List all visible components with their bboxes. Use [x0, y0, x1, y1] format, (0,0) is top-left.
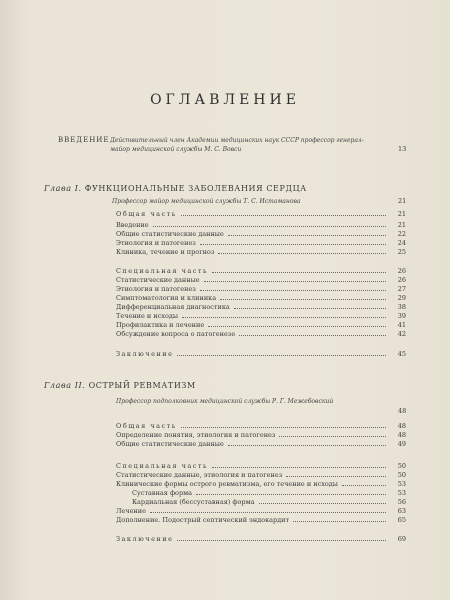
toc-entry [0, 350, 450, 359]
toc-entry-page: 50 [397, 471, 406, 479]
toc-leader-dots [150, 512, 386, 513]
toc-leader-dots [200, 244, 386, 245]
toc-entry-page: 25 [397, 248, 406, 256]
toc-entry [0, 440, 450, 449]
toc-leader-dots [220, 299, 386, 300]
toc-entry [0, 507, 450, 516]
toc-entry [0, 239, 450, 248]
toc-entry-title: Течение и исходы [116, 312, 179, 320]
toc-entry-title: Этиология и патогенез [116, 239, 196, 247]
toc-entry [0, 431, 450, 440]
toc-leader-dots [182, 317, 386, 318]
toc-leader-dots [293, 521, 386, 522]
toc-leader-dots [218, 253, 386, 254]
toc-entry-title: Заключение [116, 350, 174, 358]
chapter-2-label: Глава II. [44, 381, 86, 390]
toc-entry-title: Специальная часть [116, 462, 209, 470]
toc-entry-page: 53 [397, 489, 406, 497]
toc-entry-title: Обсуждение вопроса о патогенезе [116, 330, 236, 338]
toc-leader-dots [279, 436, 386, 437]
toc-entry-title: Общие статистические данные [116, 440, 224, 448]
toc-entry [0, 489, 450, 498]
toc-entry [0, 276, 450, 285]
toc-entry-page: 29 [397, 294, 406, 302]
intro-author: Действительный член Академии медицинских наук СССР профессор генерал-майор медицинской службы М. С. Вовси [110, 137, 364, 153]
toc-entry-title: Статистические данные, этиология и патогенез [116, 471, 283, 479]
toc-entry-page: 53 [397, 480, 406, 488]
toc-entry [0, 321, 450, 330]
chapter-1-author: Профессор майор медицинской службы Т. С. Истаманова [112, 198, 301, 205]
toc-entry [0, 498, 450, 507]
toc-leader-dots [208, 326, 386, 327]
toc-leader-dots [212, 467, 386, 468]
toc-entry-title: Дополнение. Подострый септический эндокардит [116, 516, 290, 524]
toc-entry-title: Клиника, течение и прогноз [116, 248, 215, 256]
chapter-1-author-page: 21 [398, 197, 407, 205]
toc-leader-dots [181, 427, 386, 428]
toc-entry [0, 480, 450, 489]
chapter-2-author-page: 48 [398, 407, 407, 415]
toc-entry-page: 22 [397, 230, 406, 238]
toc-leader-dots [181, 215, 386, 216]
toc-entry-page: 48 [397, 431, 406, 439]
toc-entry-page: 69 [397, 535, 406, 543]
page-title: ОГЛАВЛЕНИЕ [150, 92, 300, 108]
toc-entry [0, 516, 450, 525]
toc-entry-title: Определение понятия, этиология и патогенез [116, 431, 276, 439]
toc-entry [0, 294, 450, 303]
toc-entry [0, 248, 450, 257]
toc-leader-dots [228, 445, 386, 446]
toc-entry-title: Введение [116, 221, 149, 229]
toc-entry-title: Кардиальная (бессуставная) форма [132, 498, 255, 506]
intro-heading: ВВЕДЕНИЕ [58, 136, 110, 144]
toc-leader-dots [153, 226, 386, 227]
toc-entry-title: Заключение [116, 535, 174, 543]
toc-entry-title: Общие статистические данные [116, 230, 224, 238]
toc-entry-title: Профилактика и лечение [116, 321, 205, 329]
toc-entry [0, 535, 450, 544]
toc-leader-dots [177, 355, 386, 356]
toc-entry-page: 41 [397, 321, 406, 329]
toc-leader-dots [212, 272, 386, 273]
toc-entry-page: 65 [397, 516, 406, 524]
toc-entry-title: Симптоматология и клиника [116, 294, 217, 302]
toc-entry-page: 38 [397, 303, 406, 311]
toc-leader-dots [342, 485, 386, 486]
toc-entry [0, 267, 450, 276]
chapter-1-label: Глава I. [44, 184, 82, 193]
chapter-1-title: ФУНКЦИОНАЛЬНЫЕ ЗАБОЛЕВАНИЯ СЕРДЦА [84, 184, 307, 193]
toc-entry-title: Клинические формы острого ревматизма, его течение и исходы [116, 480, 338, 488]
toc-leader-dots [200, 290, 386, 291]
chapter-1-heading [44, 184, 307, 193]
toc-entry-page: 45 [397, 350, 406, 358]
toc-entry [0, 462, 450, 471]
toc-entry-title: Специальная часть [116, 267, 209, 275]
toc-leader-dots [228, 235, 386, 236]
chapter-2-author: Профессор подполковник медицинской службы Р. Г. Межебовский [116, 398, 334, 405]
toc-entry [0, 221, 450, 230]
toc-entry [0, 330, 450, 339]
toc-entry-title: Статистические данные [116, 276, 200, 284]
toc-leader-dots [286, 476, 386, 477]
toc-entry [0, 471, 450, 480]
toc-leader-dots [196, 494, 386, 495]
toc-entry [0, 210, 450, 219]
toc-leader-dots [177, 540, 386, 541]
toc-entry-page: 27 [397, 285, 406, 293]
toc-entry-page: 48 [397, 422, 406, 430]
toc-entry-title: Дифференциальная диагностика [116, 303, 230, 311]
toc-entry-title: Лечение [116, 507, 146, 515]
toc-leader-dots [239, 335, 386, 336]
toc-entry-title: Общая часть [116, 210, 177, 218]
toc-entry-title: Общая часть [116, 422, 177, 430]
toc-entry-page: 42 [397, 330, 406, 338]
toc-leader-dots [204, 281, 386, 282]
toc-entry-title: Этиология и патогенез [116, 285, 196, 293]
toc-entry-page: 26 [397, 276, 406, 284]
toc-entry [0, 422, 450, 431]
intro-page-number: 13 [398, 145, 407, 153]
toc-entry-page: 56 [397, 498, 406, 506]
toc-entry-page: 24 [397, 239, 406, 247]
toc-entry-page: 26 [397, 267, 406, 275]
toc-entry [0, 285, 450, 294]
toc-entry [0, 312, 450, 321]
toc-leader-dots [259, 503, 387, 504]
toc-entry-page: 21 [397, 210, 406, 218]
toc-entry [0, 230, 450, 239]
toc-entry-page: 50 [397, 462, 406, 470]
toc-entry [0, 303, 450, 312]
toc-entry-page: 49 [397, 440, 406, 448]
chapter-2-title: ОСТРЫЙ РЕВМАТИЗМ [88, 381, 196, 390]
toc-entry-page: 39 [397, 312, 406, 320]
toc-entry-title: Суставная форма [132, 489, 193, 497]
toc-entry-page: 63 [397, 507, 406, 515]
toc-leader-dots [234, 308, 386, 309]
toc-entry-page: 21 [397, 221, 406, 229]
chapter-2-heading [44, 381, 196, 390]
